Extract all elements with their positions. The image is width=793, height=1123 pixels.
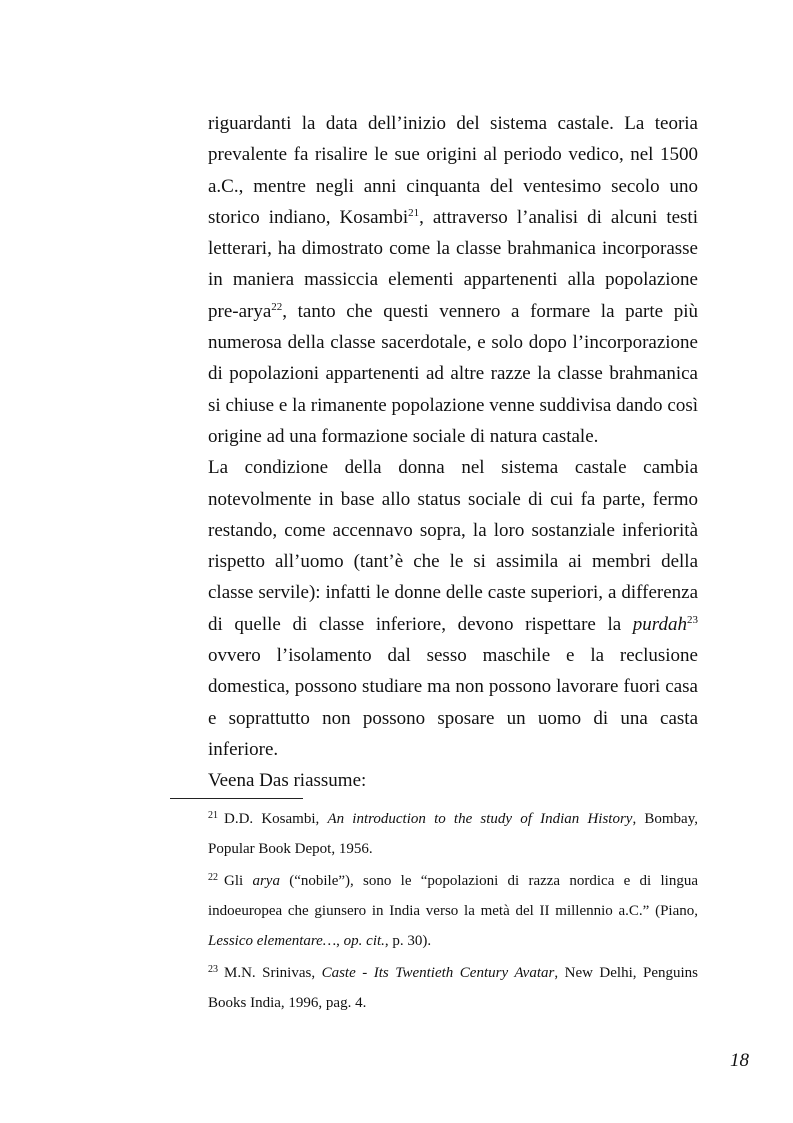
footnote-22 xyxy=(208,866,698,956)
text-span: M.N. Srinivas, xyxy=(224,965,322,981)
footnote-number: 23 xyxy=(208,964,218,975)
text-span: ovvero l’isolamento dal sesso maschile e la reclusione domestica, possono studiare ma non possono lavorare fuori casa e soprattutto non possono sposare un uomo di una casta inferiore. xyxy=(208,645,698,760)
paragraph-3: Veena Das riassume: xyxy=(208,770,367,792)
text-span: , New Delhi, Penguins Books India, 1996, pag. 4. xyxy=(208,965,699,1011)
footnote-ref-23[interactable]: 23 xyxy=(687,613,698,626)
text-span: , tanto che questi vennero a formare la parte più numerosa della classe sacerdotale, e solo dopo l’incorporazione di popolazioni appartenenti ad altre razze la classe brahmanica si chiuse e la rimanente popolazione venne suddivisa dando così origine ad una formazione sociale di natura castale. xyxy=(208,300,698,447)
body-text xyxy=(208,108,698,797)
page-number: 18 xyxy=(730,1050,749,1071)
book-title: Caste - Its Twentieth Century Avatar xyxy=(321,965,555,981)
text-span: (“nobile”), sono le “popolazioni di razza nordica e di lingua indoeuropea che giunsero in India verso la metà del II millennio a.C.” (Piano, xyxy=(208,873,698,919)
text-span: , Bombay, Popular Book Depot, 1956. xyxy=(208,811,698,857)
citation-abbrev: op. cit. xyxy=(343,933,385,949)
italic-term: arya xyxy=(252,873,280,889)
italic-term: purdah xyxy=(632,613,687,635)
footnote-separator xyxy=(170,798,303,799)
footnote-ref-22[interactable]: 22 xyxy=(271,300,283,313)
footnotes xyxy=(208,804,698,1020)
text-span: D.D. Kosambi, xyxy=(224,811,328,827)
footnote-21 xyxy=(208,804,698,864)
paragraph-1 xyxy=(208,108,698,452)
footnote-ref-21[interactable]: 21 xyxy=(408,206,420,219)
text-span: , attraverso l’analisi di alcuni testi letterari, ha dimostrato come la classe brahmanica incorporasse in maniera massiccia elementi appartenenti alla popolazione pre-arya xyxy=(208,206,698,322)
footnote-number: 21 xyxy=(208,810,218,821)
footnote-number: 22 xyxy=(208,872,218,883)
text-span: La condizione della donna nel sistema castale cambia notevolmente in base allo status sociale di cui fa parte, fermo restando, come accennavo sopra, la loro sostanziale inferiorità rispetto all’uomo (tant’è che le si assimila ai membri della classe servile): infatti le donne delle caste superiori, a differenza di quelle di classe inferiore, devono rispettare la xyxy=(208,457,698,635)
book-title: Lessico elementare… xyxy=(208,933,337,949)
text-span: riguardanti la data dell’inizio del sistema castale. La teoria prevalente fa risalire le sue origini al periodo vedico, nel 1500 a.C., mentre negli anni cinquanta del ventesimo secolo uno storico indiano, Kosambi xyxy=(208,113,698,228)
text-span: , xyxy=(336,933,344,949)
text-span: Gli xyxy=(224,873,253,889)
text-span: , p. 30). xyxy=(384,933,432,949)
footnote-23 xyxy=(208,958,698,1018)
book-title: An introduction to the study of Indian History xyxy=(327,811,633,827)
paragraph-2 xyxy=(208,452,698,765)
